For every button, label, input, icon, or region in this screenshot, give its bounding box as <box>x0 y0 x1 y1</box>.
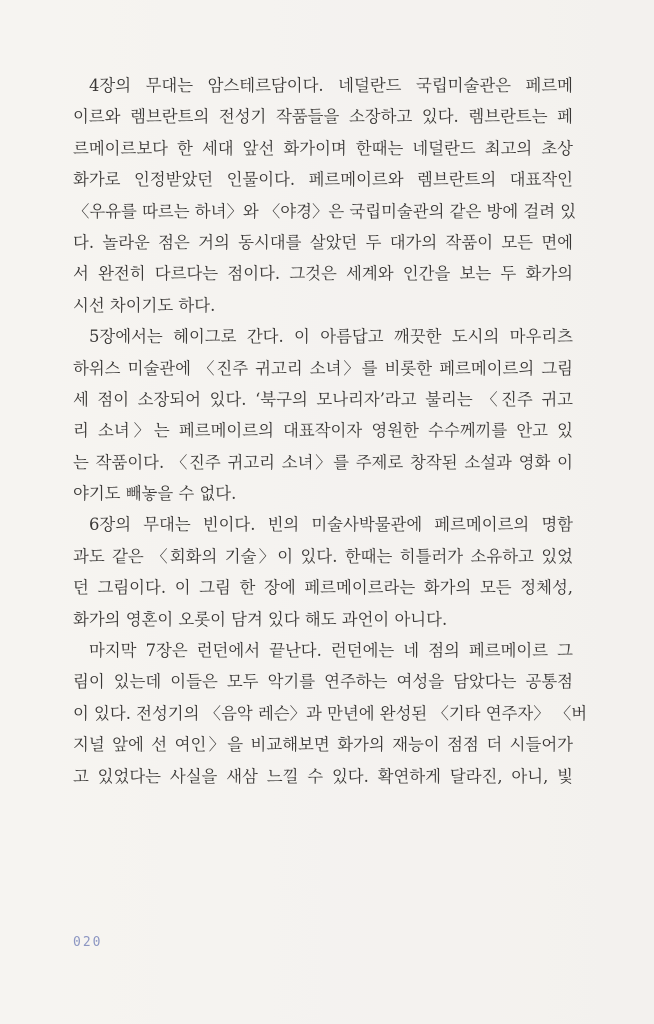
body-text <box>73 70 588 792</box>
text-line: 마지막 7장은 런던에서 끝난다. 런던에는 네 점의 페르메이르 그 <box>89 641 573 661</box>
text-line: 이르와 렘브란트의 전성기 작품들을 소장하고 있다. 렘브란트는 페 <box>73 107 573 127</box>
text-line: 던 그림이다. 이 그림 한 장에 페르메이르라는 화가의 모든 정체성, <box>73 578 573 598</box>
page-number: 020 <box>73 935 103 950</box>
paragraph-chapter-4 <box>73 70 577 321</box>
paragraph-chapter-5 <box>73 321 573 509</box>
text-line: 과도 같은 〈회화의 기술〉이 있다. 한때는 히틀러가 소유하고 있었 <box>73 546 573 566</box>
text-line: 리 소녀〉는 페르메이르의 대표작이자 영원한 수수께끼를 안고 있 <box>73 421 573 441</box>
text-line: 6장의 무대는 빈이다. 빈의 미술사박물관에 페르메이르의 명함 <box>89 515 573 535</box>
text-line: 4장의 무대는 암스테르담이다. 네덜란드 국립미술관은 페르메 <box>89 76 573 95</box>
text-line: 세 점이 소장되어 있다. ‘북구의 모나리자’라고 불리는 〈진주 귀고 <box>73 389 573 409</box>
text-line: 고 있었다는 사실을 새삼 느낄 수 있다. 확연하게 달라진, 아니, 빛 <box>73 766 573 786</box>
paragraph-chapter-7 <box>73 635 588 792</box>
paragraph-chapter-6 <box>73 509 573 635</box>
text-line: 화가로 인정받았던 인물이다. 페르메이르와 렘브란트의 대표작인 <box>73 170 573 190</box>
text-line: 화가의 영혼이 오롯이 담겨 있다 해도 과언이 아니다. <box>73 609 448 629</box>
text-line: 르메이르보다 한 세대 앞선 화가이며 한때는 네덜란드 최고의 초상 <box>73 138 573 158</box>
text-line: 시선 차이기도 하다. <box>73 295 216 315</box>
text-line: 이 있다. 전성기의 〈음악 레슨〉과 만년에 완성된 〈기타 연주자〉 〈버 <box>73 703 588 723</box>
text-line: 하위스 미술관에 〈진주 귀고리 소녀〉를 비롯한 페르메이르의 그림 <box>73 358 573 378</box>
text-line: 야기도 빼놓을 수 없다. <box>73 484 237 504</box>
text-line: 지널 앞에 선 여인〉을 비교해보면 화가의 재능이 점점 더 시들어가 <box>73 735 573 755</box>
text-line: 서 완전히 다르다는 점이다. 그것은 세계와 인간을 보는 두 화가의 <box>73 264 573 284</box>
text-line: 〈우유를 따르는 하녀〉와 〈야경〉은 국립미술관의 같은 방에 걸려 있 <box>73 201 577 221</box>
text-line: 는 작품이다. 〈진주 귀고리 소녀〉를 주제로 창작된 소설과 영화 이 <box>73 452 573 472</box>
text-line: 림이 있는데 이들은 모두 악기를 연주하는 여성을 담았다는 공통점 <box>73 672 573 692</box>
text-line: 5장에서는 헤이그로 간다. 이 아름답고 깨끗한 도시의 마우리츠 <box>89 327 573 347</box>
text-line: 다. 놀라운 점은 거의 동시대를 살았던 두 대가의 작품이 모든 면에 <box>73 232 573 252</box>
